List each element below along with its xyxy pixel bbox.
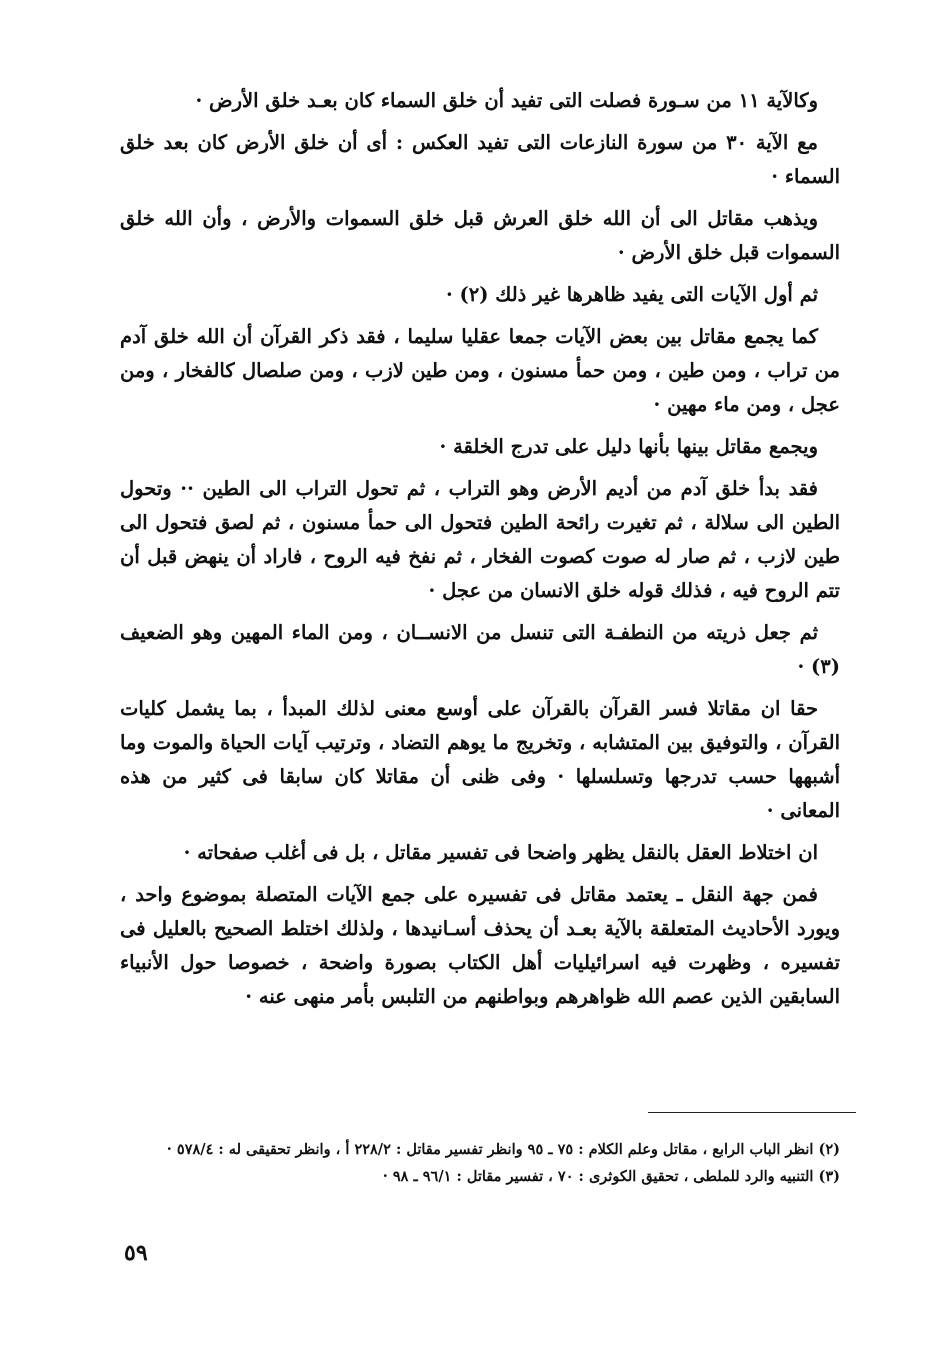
paragraph-11: فمن جهة النقل ـ يعتمد مقاتل فى تفسيره على جمع الآيات المتصلة بموضوع واحد ، ويورد الأحاديث المتعلقة بالآية بعـد أن يحذف أسـانيدها ، ولذلك اختلط الصحيح بالعليل فى تفسيره ، وظهرت فيه اسرائيليات أهل الكتاب بصورة واضحة ، خصوصا حول الأنبياء السابقين الذين عصم الله ظواهرهم وبواطنهم من التلبس بأمر منهى عنه · <box>120 883 840 1008</box>
paragraph-3: ويذهب مقاتل الى أن الله خلق العرش قبل خلق السموات والأرض ، وأن الله خلق السموات قبل خلق الأرض · <box>120 207 840 264</box>
paragraph-8: ثم جعل ذريته من النطفـة التى تنسل من الانســان ، ومن الماء المهين وهو الضعيف (٣) · <box>120 621 840 678</box>
footnote-divider <box>648 1112 856 1113</box>
paragraph-7: فقد بدأ خلق آدم من أديم الأرض وهو التراب ، ثم تحول التراب الى الطين ·· وتحول الطين الى سلالة ، ثم تغيرت رائحة الطين فتحول الى حمأ مسنون ، ثم لصق فتحول الى طين لازب ، ثم صار له صوت كصوت الفخار ، ثم نفخ فيه الروح ، فاراد أن ينهض قبل أن تتم الروح فيه ، فذلك قوله خلق الانسان من عجل · <box>120 477 840 602</box>
paragraph-1: وكالآية ١١ من سـورة فصلت التى تفيد أن خلق السماء كان بعـد خلق الأرض · <box>195 89 818 112</box>
paragraph-9: حقا ان مقاتلا فسر القرآن بالقرآن على أوسع معنى لذلك المبدأ ، بما يشمل كليات القرآن ، والتوفيق بين المتشابه ، وتخريج ما يوهم التضاد ، وترتيب آيات الحياة والموت وما أشبهها حسب تدرجها وتسلسلها · وفى ظنى أن مقاتلا كان سابقا فى كثير من هذه المعانى · <box>120 697 840 822</box>
footnote-3: (٣) التنبيه والرد للملطى ، تحقيق الكوثرى : ٧٠ ، تفسير مقاتل : ٩٦/١ ـ ٩٨ · <box>382 1168 840 1185</box>
paragraph-6: ويجمع مقاتل بينها بأنها دليل على تدرج الخلقة · <box>439 435 818 458</box>
paragraph-2: مع الآية ٣٠ من سورة النازعات التى تفيد العكس : أى أن خلق الأرض كان بعد خلق السماء · <box>120 131 840 188</box>
paragraph-10: ان اختلاط العقل بالنقل يظهر واضحا فى تفسير مقاتل ، بل فى أغلب صفحاته · <box>183 841 818 864</box>
footnotes <box>120 1136 840 1190</box>
page-number: ٥٩ <box>124 1240 148 1266</box>
paragraph-5: كما يجمع مقاتل بين بعض الآيات جمعا عقليا سليما ، فقد ذكر القرآن أن الله خلق آدم من تراب ، ومن طين ، ومن حمأ مسنون ، ومن طين لازب ، ومن صلصال كالفخار ، ومن عجل ، ومن ماء مهين · <box>120 325 840 416</box>
paragraph-4: ثم أول الآيات التى يفيد ظاهرها غير ذلك (٢) · <box>445 283 818 306</box>
footnote-2: (٢) انظر الباب الرابع ، مقاتل وعلم الكلام : ٧٥ ـ ٩٥ وانظر تفسير مقاتل : ٢٢٨/٢ أ ، وانظر تحقيقى له : ٥٧٨/٤ · <box>166 1141 840 1158</box>
main-text <box>120 84 840 1022</box>
